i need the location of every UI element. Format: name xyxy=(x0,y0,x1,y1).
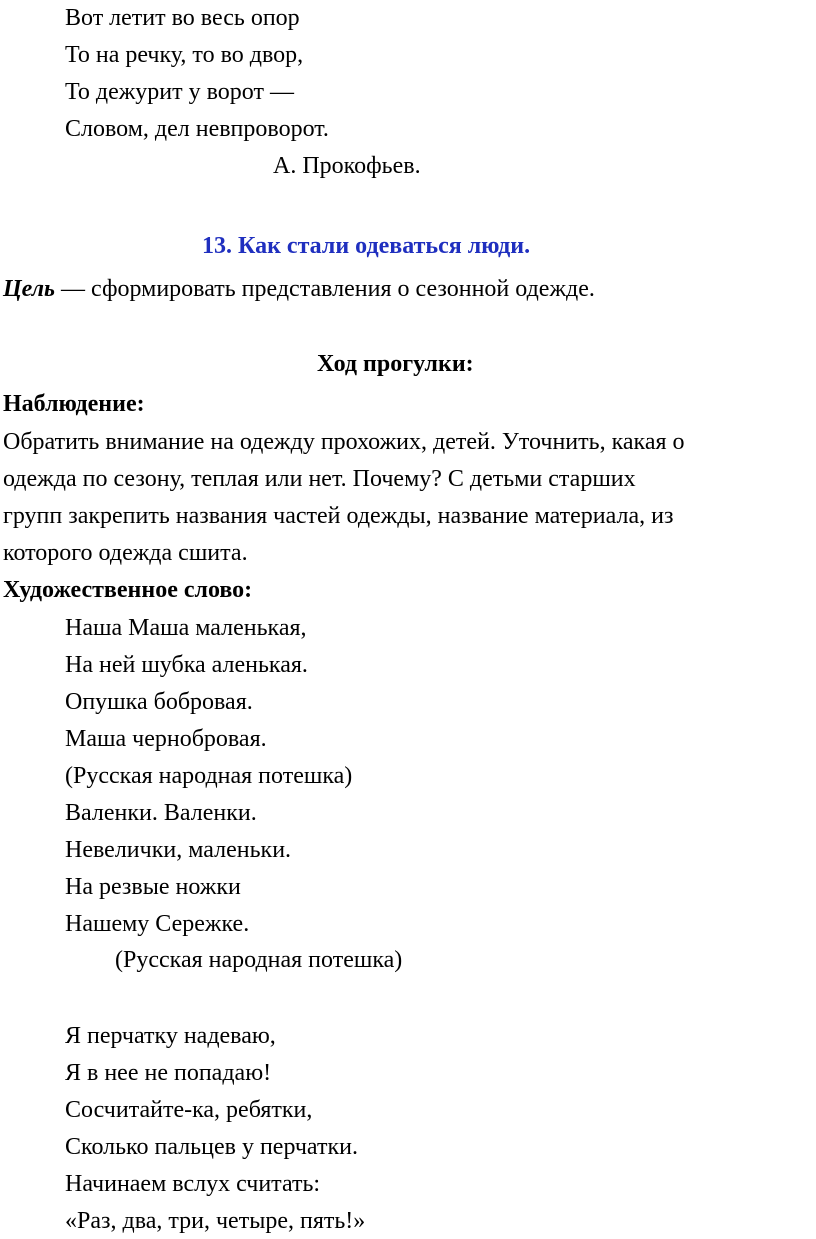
poem-line: На резвые ножки xyxy=(65,874,241,900)
poem-line: «Раз, два, три, четыре, пять!» xyxy=(65,1208,366,1234)
observation-line: Обратить внимание на одежду прохожих, детей. Уточнить, какая о xyxy=(3,429,685,455)
poem-line: Маша чернобровая. xyxy=(65,726,267,752)
poem-line: Наша Маша маленькая, xyxy=(65,615,307,641)
art-word-heading: Художественное слово: xyxy=(3,577,253,603)
poem-line: Сколько пальцев у перчатки. xyxy=(65,1134,358,1160)
walk-heading: Ход прогулки: xyxy=(317,351,474,377)
poem-line: (Русская народная потешка) xyxy=(65,763,353,789)
poem-line: На ней шубка аленькая. xyxy=(65,652,308,678)
section-title: 13. Как стали одеваться люди. xyxy=(202,233,531,259)
poem-line: Словом, дел невпроворот. xyxy=(65,116,329,142)
goal-text: — сформировать представления о сезонной одежде. xyxy=(55,276,595,302)
poem-line: Валенки. Валенки. xyxy=(65,800,257,826)
poem-line: Невелички, маленьки. xyxy=(65,837,292,863)
observation-line: одежда по сезону, теплая или нет. Почему? С детьми старших xyxy=(3,466,636,492)
poem-line: Нашему Сережке. xyxy=(65,911,250,937)
goal-label: Цель xyxy=(3,276,56,302)
poem-line: То дежурит у ворот — xyxy=(65,79,294,105)
goal-line xyxy=(3,275,595,303)
poem-line: Начинаем вслух считать: xyxy=(65,1171,321,1197)
observation-heading: Наблюдение: xyxy=(3,391,145,417)
poem-author: А. Прокофьев. xyxy=(273,153,421,179)
observation-line: групп закрепить названия частей одежды, название материала, из xyxy=(3,503,674,529)
poem-line: То на речку, то во двор, xyxy=(65,42,304,68)
poem-line: Я перчатку надеваю, xyxy=(65,1023,276,1049)
observation-line: которого одежда сшита. xyxy=(3,540,248,566)
poem-line: Сосчитайте-ка, ребятки, xyxy=(65,1097,313,1123)
poem-line: Я в нее не попадаю! xyxy=(65,1060,272,1086)
poem-line: Вот летит во весь опор xyxy=(65,5,300,31)
poem-source: (Русская народная потешка) xyxy=(115,947,403,973)
poem-line: Опушка бобровая. xyxy=(65,689,253,715)
